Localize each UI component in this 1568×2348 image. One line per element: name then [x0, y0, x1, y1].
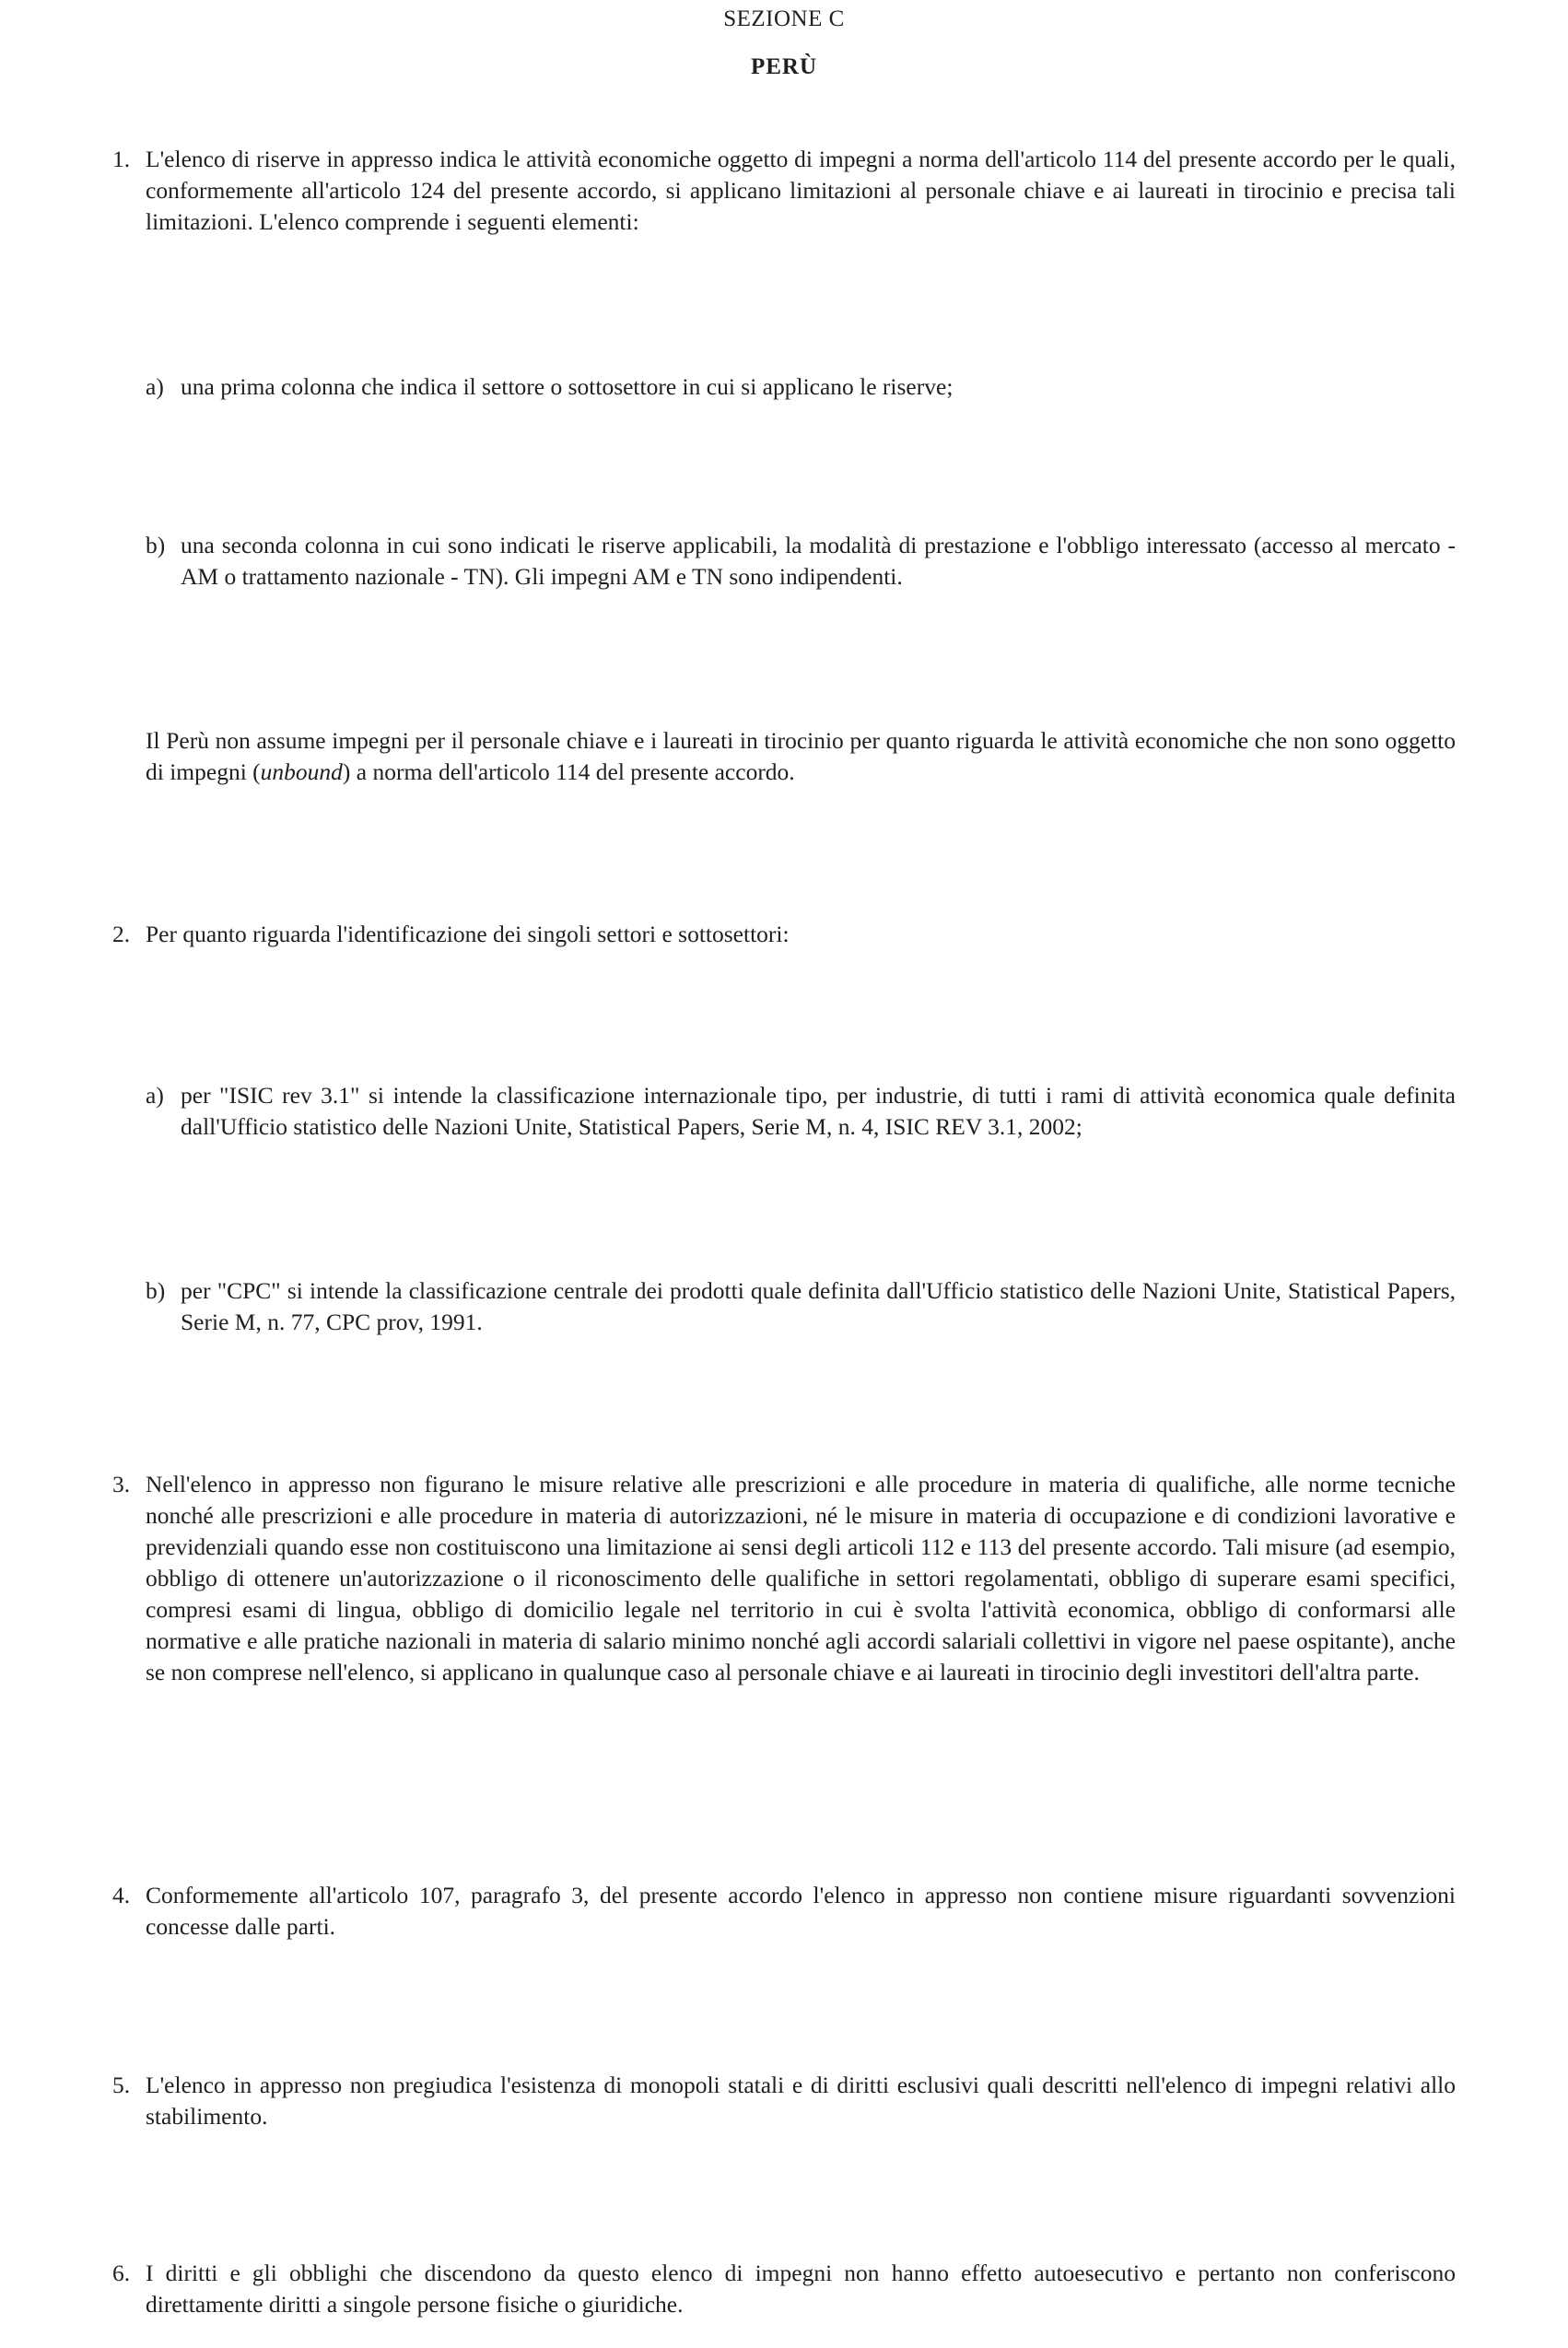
subparagraph-letter: a)	[146, 373, 164, 400]
country-heading: PERÙ	[750, 54, 818, 79]
paragraph-number: 4.	[112, 1882, 131, 1908]
subparagraph-2a	[146, 1080, 1456, 1143]
subparagraph-text: una seconda colonna in cui sono indicati le riserve applicabili, la modalità di prestazione e l'obbligo interessato (accesso al mercato - AM o trattamento nazionale - TN). Gli impegni AM e TN sono indipendenti.	[181, 532, 1456, 590]
paragraph-6	[112, 2258, 1456, 2320]
paragraph-text: L'elenco di riserve in appresso indica le attività economiche oggetto di impegni a norma dell'articolo 114 del presente accordo per le quali, conformemente all'articolo 124 del presente accordo, si applicano limitazioni al personale chiave e ai laureati in tirocinio e precisa tali limitazioni. L'elenco comprende i seguenti elementi:	[146, 146, 1456, 235]
paragraph-5	[112, 2070, 1456, 2132]
note-text-italic: unbound	[260, 758, 343, 785]
paragraph-number: 5.	[112, 2072, 131, 2098]
paragraph-4	[112, 1880, 1456, 1943]
paragraph-text: I diritti e gli obblighi che discendono da questo elenco di impegni non hanno effetto autoesecutivo e pertanto non conferiscono direttamente diritti a singole persone fisiche o giuridiche.	[146, 2260, 1456, 2318]
subparagraph-text: una prima colonna che indica il settore o sottosettore in cui si applicano le riserve;	[181, 373, 954, 400]
paragraph-3	[112, 1469, 1456, 1688]
paragraph-number: 3.	[112, 1471, 131, 1497]
note-text-after: ) a norma dell'articolo 114 del presente accordo.	[342, 758, 795, 785]
subparagraph-text: per "ISIC rev 3.1" si intende la classificazione internazionale tipo, per industrie, di tutti i rami di attività economica quale definita dall'Ufficio statistico delle Nazioni Unite, Statistical Papers, Serie M, n. 4, ISIC REV 3.1, 2002;	[181, 1082, 1456, 1140]
subparagraph-letter: b)	[146, 532, 166, 558]
paragraph-text: L'elenco in appresso non pregiudica l'esistenza di monopoli statali e di diritti esclusivi quali descritti nell'elenco di impegni relativi allo stabilimento.	[146, 2072, 1456, 2130]
subparagraph-text: per "CPC" si intende la classificazione centrale dei prodotti quale definita dall'Ufficio statistico delle Nazioni Unite, Statistical Papers, Serie M, n. 77, CPC prov, 1991.	[181, 1277, 1456, 1335]
paragraph-number: 1.	[112, 146, 131, 172]
paragraph-1	[112, 144, 1456, 238]
paragraph-1-note	[146, 725, 1456, 788]
subparagraph-2b	[146, 1275, 1456, 1338]
subparagraph-letter: b)	[146, 1277, 166, 1304]
paragraph-text: Per quanto riguarda l'identificazione dei singoli settori e sottosettori:	[146, 921, 790, 947]
paragraph-2	[112, 919, 1456, 950]
subparagraph-1b	[146, 530, 1456, 593]
paragraph-text: Conformemente all'articolo 107, paragrafo 3, del presente accordo l'elenco in appresso non contiene misure riguardanti sovvenzioni concesse dalle parti.	[146, 1882, 1456, 1940]
note-text-before: Il Perù non assume impegni per il personale chiave e i laureati in tirocinio per quanto riguarda le attività economiche che non sono oggetto di impegni (	[146, 727, 1456, 785]
subparagraph-1a	[146, 371, 1456, 403]
paragraph-number: 2.	[112, 921, 131, 947]
section-label: SEZIONE C	[723, 6, 845, 31]
subparagraph-letter: a)	[146, 1082, 164, 1109]
paragraph-number: 6.	[112, 2260, 131, 2286]
paragraph-text: Nell'elenco in appresso non figurano le misure relative alle prescrizioni e alle procedure in materia di qualifiche, alle norme tecniche nonché alle prescrizioni e alle procedure in materia di autorizzazioni, né le misure in materia di occupazione e di condizioni lavorative e previdenziali quando esse non costituiscono una limitazione ai sensi degli articoli 112 e 113 del presente accordo. Tali misure (ad esempio, obbligo di ottenere un'autorizzazione o il riconoscimento delle qualifiche in settori regolamentati, obbligo di superare esami specifici, compresi esami di lingua, obbligo di domicilio legale nel territorio in cui è svolta l'attività economica, obbligo di conformarsi alle normative e alle pratiche nazionali in materia di salario minimo nonché agli accordi salariali collettivi in vigore nel paese ospitante), anche se non comprese nell'elenco, si applicano in qualunque caso al personale chiave e ai laureati in tirocinio degli investitori dell'altra parte.	[146, 1471, 1456, 1685]
